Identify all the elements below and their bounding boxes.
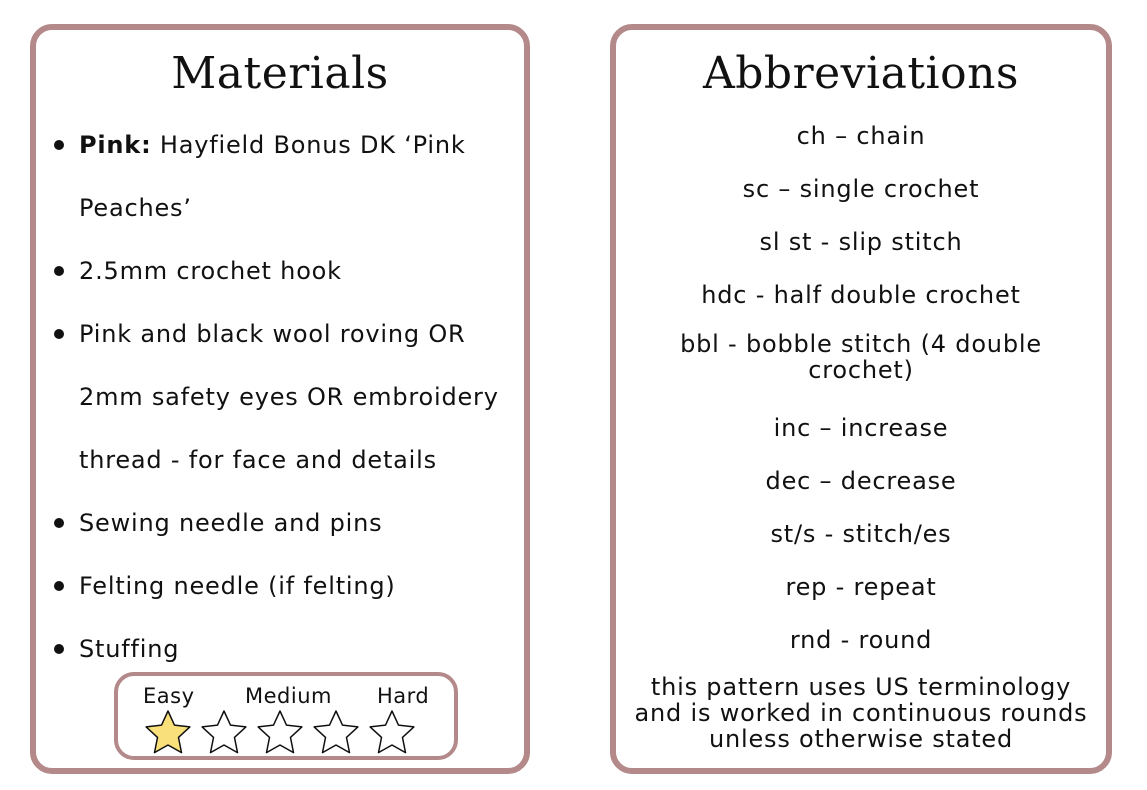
abbreviation-item — [616, 326, 1106, 406]
yarn-color-label: Pink: — [79, 131, 152, 159]
abbreviation-item: hdc - half double crochet — [701, 281, 1021, 309]
note-line: unless otherwise stated — [708, 725, 1014, 753]
star-empty-icon — [366, 708, 418, 758]
abbreviations-card — [610, 24, 1112, 774]
difficulty-label-easy: Easy — [143, 684, 195, 708]
abbreviation-item: dec – decrease — [765, 467, 957, 495]
materials-card — [30, 24, 530, 774]
bullet-icon — [54, 329, 64, 339]
star-filled-icon — [142, 708, 194, 758]
difficulty-rating — [114, 672, 458, 760]
abbreviation-item: rnd - round — [789, 626, 933, 654]
list-item-text: Peaches’ — [79, 194, 192, 222]
list-item-text: 2mm safety eyes OR embroidery — [79, 383, 499, 411]
materials-title: Materials — [171, 48, 389, 99]
star-empty-icon — [310, 708, 362, 758]
abbreviations-list — [616, 114, 1106, 752]
bullet-icon — [54, 518, 64, 528]
abbreviation-item: inc – increase — [773, 414, 949, 442]
list-item — [54, 303, 514, 366]
abbreviation-line: bbl - bobble stitch (4 double — [680, 330, 1042, 358]
bullet-icon — [54, 140, 64, 150]
star-empty-icon — [198, 708, 250, 758]
star-row — [142, 708, 418, 758]
bullet-icon — [54, 644, 64, 654]
bullet-icon — [54, 266, 64, 276]
abbreviation-line: crochet) — [808, 356, 914, 384]
list-item — [54, 114, 514, 177]
list-item-text: Pink and black wool roving OR — [79, 320, 466, 348]
abbreviation-item: ch – chain — [796, 122, 926, 150]
list-item — [54, 555, 514, 618]
list-item-text: Felting needle (if felting) — [79, 572, 396, 600]
list-item — [54, 240, 514, 303]
list-item-continuation — [54, 366, 514, 429]
star-empty-icon — [254, 708, 306, 758]
list-item-text: thread - for face and details — [79, 446, 437, 474]
abbreviation-item: sc – single crochet — [742, 175, 980, 203]
difficulty-label-medium: Medium — [245, 684, 332, 708]
note-line: this pattern uses US terminology — [650, 673, 1072, 701]
materials-list — [54, 114, 514, 681]
list-item-text: Sewing needle and pins — [79, 509, 383, 537]
list-item-text: 2.5mm crochet hook — [79, 257, 342, 285]
abbreviations-title: Abbreviations — [702, 48, 1019, 99]
abbreviation-item: sl st - slip stitch — [759, 228, 963, 256]
abbreviation-item: st/s - stitch/es — [770, 520, 952, 548]
list-item-text: Stuffing — [79, 635, 180, 663]
list-item-continuation — [54, 429, 514, 492]
abbreviation-item: rep - repeat — [785, 573, 937, 601]
terminology-note — [616, 671, 1106, 752]
difficulty-label-hard: Hard — [377, 684, 430, 708]
list-item — [54, 492, 514, 555]
list-item-continuation — [54, 177, 514, 240]
bullet-icon — [54, 581, 64, 591]
note-line: and is worked in continuous rounds — [634, 699, 1088, 727]
list-item-text: Hayfield Bonus DK ‘Pink — [151, 131, 466, 159]
